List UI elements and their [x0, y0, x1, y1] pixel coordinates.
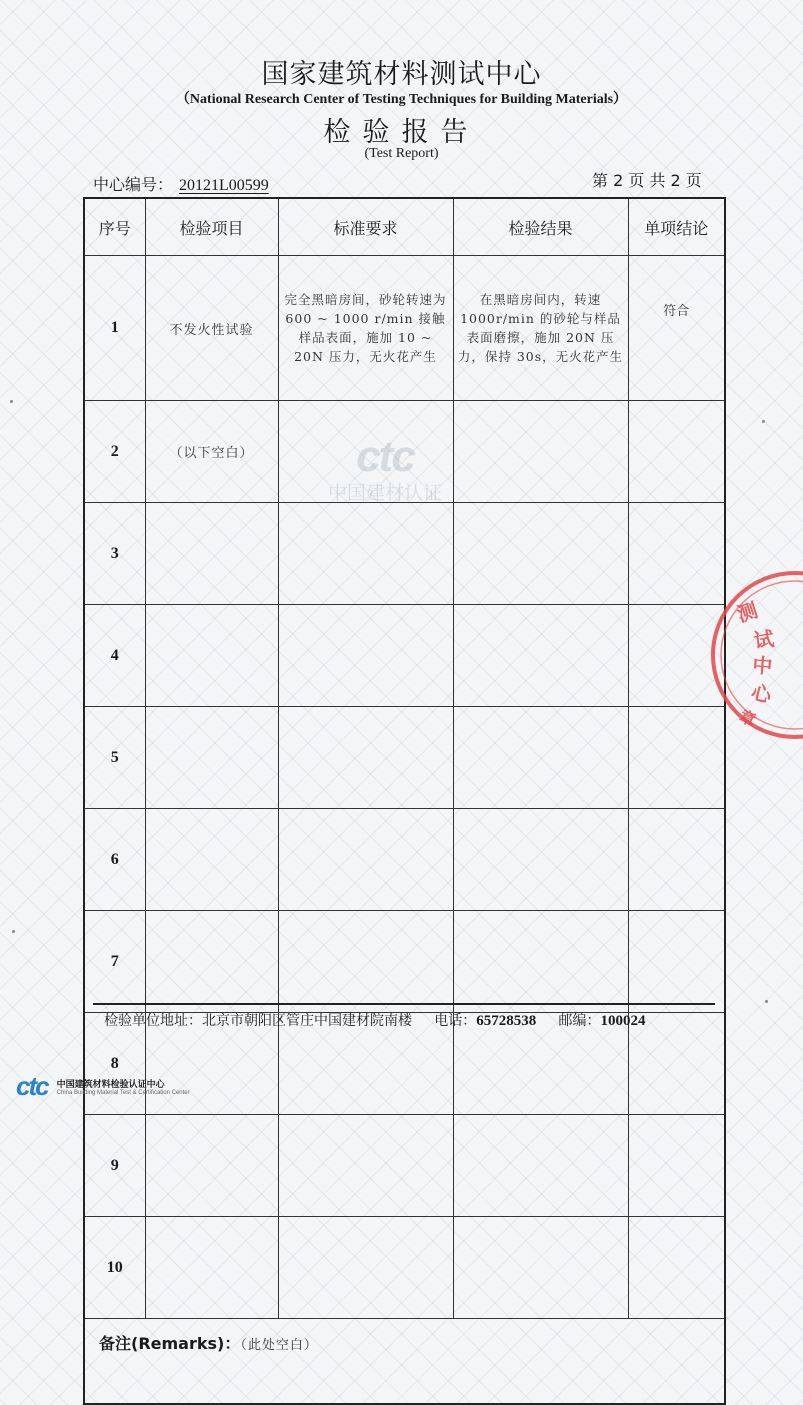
svg-text:中: 中	[751, 653, 774, 679]
table-row	[84, 605, 725, 707]
row-number: 8	[84, 1013, 145, 1115]
table-row	[84, 503, 725, 605]
row-number: 9	[84, 1115, 145, 1217]
remarks-label: 备注(Remarks)：	[99, 1334, 241, 1353]
column-header-no: 序号	[84, 198, 145, 256]
scan-speck	[765, 1000, 768, 1003]
row-number: 5	[84, 707, 145, 809]
column-header-requirement: 标准要求	[278, 198, 453, 256]
test-item	[145, 809, 278, 911]
report-title: 检验报告	[323, 117, 480, 148]
ctc-logo	[16, 1071, 190, 1102]
item-conclusion: 符合	[628, 256, 725, 401]
item-conclusion	[628, 1115, 725, 1217]
phone-label: 电话：	[434, 1013, 477, 1029]
test-item	[145, 911, 278, 1013]
table-row	[84, 256, 725, 401]
test-result	[453, 401, 628, 503]
standard-requirement	[278, 503, 453, 605]
test-result	[453, 503, 628, 605]
item-conclusion	[628, 401, 725, 503]
standard-requirement	[278, 707, 453, 809]
ctc-logo-names	[57, 1077, 190, 1096]
watermark-text: 中国建材认证	[327, 482, 442, 504]
standard-requirement	[278, 809, 453, 911]
center-number	[93, 172, 269, 195]
row-number: 6	[84, 809, 145, 911]
test-item	[145, 1217, 278, 1319]
postcode-label: 邮编：	[558, 1013, 601, 1029]
remarks-row	[84, 1319, 725, 1405]
logo-name-chinese: 中国建筑材料检验认证中心	[56, 1080, 165, 1090]
svg-text:章: 章	[736, 706, 759, 731]
scan-speck	[10, 400, 13, 403]
standard-requirement	[278, 1115, 453, 1217]
remarks-cell	[84, 1319, 725, 1405]
item-conclusion	[628, 809, 725, 911]
test-result	[453, 809, 628, 911]
row-number: 4	[84, 605, 145, 707]
table-row	[84, 707, 725, 809]
test-result	[453, 1115, 628, 1217]
test-item	[145, 605, 278, 707]
test-item	[145, 503, 278, 605]
row-number: 7	[84, 911, 145, 1013]
column-header-item: 检验项目	[145, 198, 278, 256]
table-row	[84, 1217, 725, 1319]
item-conclusion	[628, 911, 725, 1013]
scan-speck	[762, 420, 765, 423]
standard-requirement	[278, 1217, 453, 1319]
test-result	[453, 605, 628, 707]
test-result	[453, 911, 628, 1013]
table-row	[84, 911, 725, 1013]
address-value: 北京市朝阳区管庄中国建材院南楼	[202, 1013, 412, 1029]
address-label: 检验单位地址：	[104, 1013, 202, 1029]
report-title-english: (Test Report)	[364, 146, 439, 161]
standard-requirement	[278, 911, 453, 1013]
test-results-table	[83, 197, 726, 1405]
center-number-label: 中心编号：	[93, 175, 174, 194]
row-number: 2	[84, 401, 145, 503]
test-result	[453, 707, 628, 809]
logo-name-english: China Building Material Test & Certification Center	[56, 1090, 190, 1096]
column-header-result: 检验结果	[453, 198, 628, 256]
test-result: 在黑暗房间内，转速 1000r/min 的砂轮与样品表面磨擦，施加 20N 压力，保持 30s，无火花产生	[453, 256, 628, 401]
postcode-value: 100024	[600, 1013, 646, 1029]
item-conclusion	[628, 1217, 725, 1319]
test-item	[145, 1115, 278, 1217]
test-item: （以下空白）	[145, 401, 278, 503]
standard-requirement: 完全黑暗房间，砂轮转速为 600 ~ 1000 r/min 接触样品表面，施加 10 ~ 20N 压力，无火花产生	[278, 256, 453, 401]
test-result	[453, 1217, 628, 1319]
page-indicator: 第 2 页 共 2 页	[592, 171, 702, 190]
phone-value: 65728538	[476, 1013, 537, 1029]
footer-contact-info	[104, 1010, 646, 1030]
row-number: 1	[84, 256, 145, 401]
center-number-value: 20121L00599	[179, 177, 269, 194]
svg-text:测: 测	[734, 597, 761, 627]
table-header-row	[84, 198, 725, 256]
test-item: 不发火性试验	[145, 256, 278, 401]
watermark-logo: ctc	[356, 432, 414, 481]
table-row	[84, 809, 725, 911]
watermark	[300, 432, 470, 505]
svg-text:试: 试	[752, 626, 776, 653]
official-seal-stamp	[700, 560, 803, 750]
standard-requirement	[278, 605, 453, 707]
remarks-value: （此处空白）	[240, 1338, 318, 1353]
column-header-conclusion: 单项结论	[628, 198, 725, 256]
ctc-logo-mark: ctc	[16, 1071, 48, 1101]
footer-divider	[93, 1003, 715, 1005]
scan-speck	[12, 930, 15, 933]
test-item	[145, 707, 278, 809]
row-number: 3	[84, 503, 145, 605]
svg-text:心: 心	[748, 679, 775, 708]
row-number: 10	[84, 1217, 145, 1319]
table-row	[84, 1115, 725, 1217]
organization-title-english: （National Research Center of Testing Techniques for Building Materials）	[175, 92, 628, 107]
organization-title: 国家建筑材料测试中心	[261, 59, 542, 90]
